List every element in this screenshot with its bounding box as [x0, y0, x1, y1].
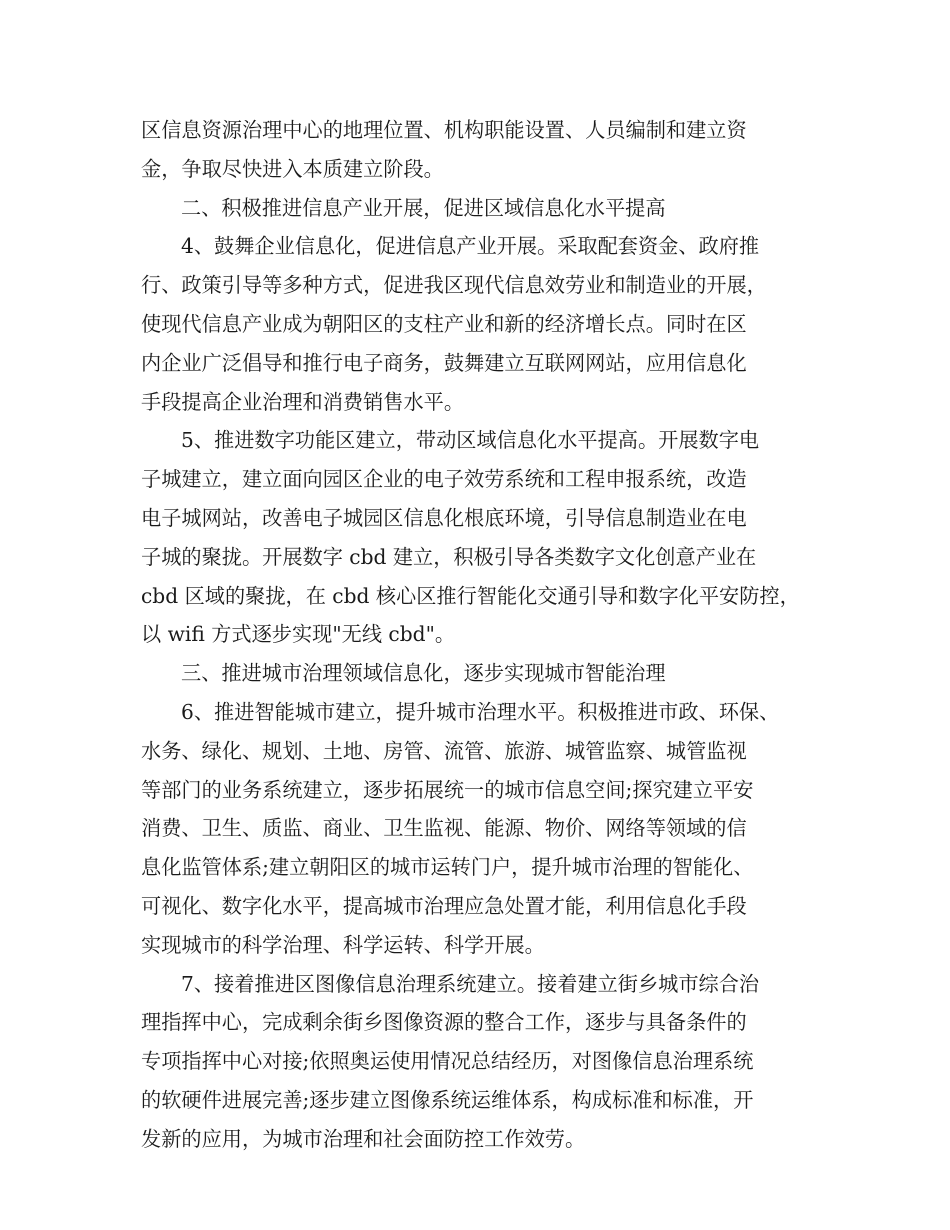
text-line: 行、政策引导等多种方式，促进我区现代信息效劳业和制造业的开展，	[141, 273, 767, 298]
text-line: 内企业广泛倡导和推行电子商务，鼓舞建立互联网网站，应用信息化	[141, 350, 747, 375]
text-line: 6、推进智能城市建立，提升城市治理水平。积极推进市政、环保、	[181, 699, 780, 724]
text-line: 金，争取尽快进入本质建立阶段。	[141, 156, 444, 181]
section-heading: 三、推进城市治理领域信息化，逐步实现城市智能治理	[181, 661, 666, 686]
text-line: 手段提高企业治理和消费销售水平。	[141, 389, 465, 414]
text-line: 可视化、数字化水平，提高城市治理应急处置才能，利用信息化手段	[141, 893, 747, 918]
text-line: 水务、绿化、规划、土地、房管、流管、旅游、城管监察、城管监视	[141, 738, 747, 763]
text-line: cbd 区域的聚拢，在 cbd 核心区推行智能化交通引导和数字化平安防控，	[141, 583, 800, 608]
text-line: 消费、卫生、质监、商业、卫生监视、能源、物价、网络等领域的信	[141, 816, 747, 841]
text-line: 5、推进数字功能区建立，带动区域信息化水平提高。开展数字电	[181, 428, 760, 453]
text-line: 等部门的业务系统建立，逐步拓展统一的城市信息空间;探究建立平安	[141, 777, 754, 802]
text-line: 专项指挥中心对接;依照奥运使用情况总结经历，对图像信息治理系统	[141, 1049, 754, 1074]
text-line: 子城的聚拢。开展数字 cbd 建立，积极引导各类数字文化创意产业在	[141, 544, 757, 569]
text-line: 理指挥中心，完成剩余街乡图像资源的整合工作，逐步与具备条件的	[141, 1010, 747, 1035]
section-heading: 二、积极推进信息产业开展，促进区域信息化水平提高	[181, 195, 666, 220]
text-line: 使现代信息产业成为朝阳区的支柱产业和新的经济增长点。同时在区	[141, 311, 747, 336]
text-line: 电子城网站，改善电子城园区信息化根底环境，引导信息制造业在电	[141, 505, 747, 530]
document-body	[141, 111, 821, 1159]
text-line: 4、鼓舞企业信息化，促进信息产业开展。采取配套资金、政府推	[181, 234, 760, 259]
text-line: 实现城市的科学治理、科学运转、科学开展。	[141, 932, 545, 957]
text-line: 发新的应用，为城市治理和社会面防控工作效劳。	[141, 1126, 586, 1151]
text-line: 区信息资源治理中心的地理位置、机构职能设置、人员编制和建立资	[141, 118, 747, 142]
text-line: 的软硬件进展完善;逐步建立图像系统运维体系，构成标准和标准，开	[141, 1087, 754, 1112]
text-line: 息化监管体系;建立朝阳区的城市运转门户，提升城市治理的智能化、	[141, 855, 754, 880]
text-line: 7、接着推进区图像信息治理系统建立。接着建立街乡城市综合治	[181, 971, 760, 996]
text-line: 子城建立，建立面向园区企业的电子效劳系统和工程申报系统，改造	[141, 467, 747, 492]
text-line: 以 wifi 方式逐步实现"无线 cbd"。	[141, 622, 456, 647]
